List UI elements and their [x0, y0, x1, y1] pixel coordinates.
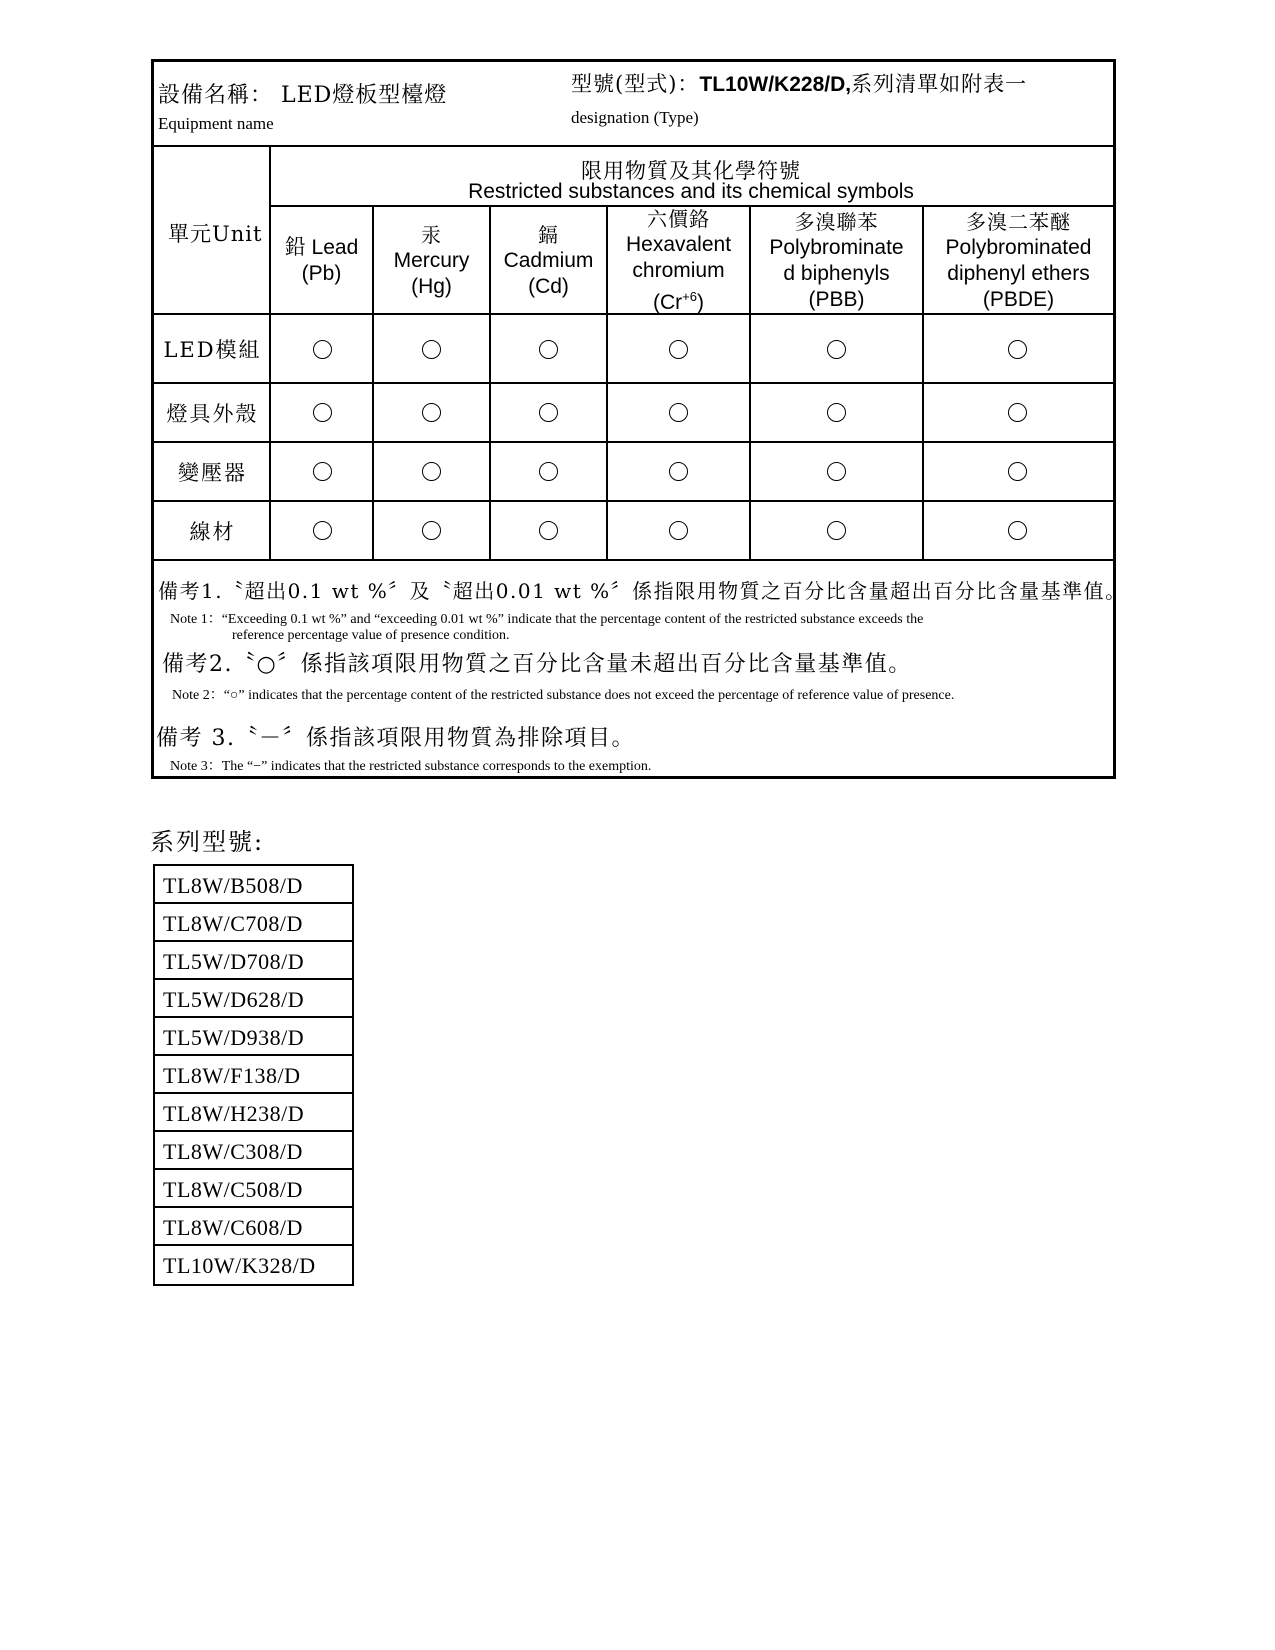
column-name-en: Cadmium [503, 248, 594, 272]
note-1-en-cont: reference percentage value of presence condition. [232, 628, 510, 643]
compliance-mark-icon [539, 462, 558, 481]
column-header-mercury [374, 208, 489, 313]
series-model-row: TL8W/C708/D [155, 904, 352, 942]
compliance-mark-icon [669, 403, 688, 422]
divider [154, 313, 1113, 315]
type-prefix: 型號(型式)： [571, 72, 700, 96]
compliance-mark-icon [1008, 340, 1027, 359]
type-model: TL10W/K228/D, [699, 73, 852, 96]
column-header-lead [271, 208, 372, 313]
compliance-mark-icon [1008, 403, 1027, 422]
compliance-mark-icon [1008, 462, 1027, 481]
compliance-mark-icon [422, 340, 441, 359]
column-name-zh: 汞 [421, 222, 442, 247]
compliance-mark-icon [1008, 521, 1027, 540]
note-2-zh: 備考2.〝○〞係指該項限用物質之百分比含量未超出百分比含量基準值。 [162, 652, 912, 677]
compliance-mark-icon [539, 403, 558, 422]
series-model-row: TL8W/H238/D [155, 1094, 352, 1132]
note-3-zh: 備考 3.〝－〞係指該項限用物質為排除項目。 [156, 726, 635, 751]
column-symbol: (Hg) [411, 274, 452, 298]
row-label-led-module: LED模組 [163, 337, 262, 362]
divider [154, 500, 1113, 502]
column-name-en: Mercury [393, 248, 470, 272]
series-model-list [153, 864, 354, 1286]
compliance-mark-icon [422, 403, 441, 422]
column-name-zh: 六價鉻 [647, 206, 710, 231]
symbol-end: ) [696, 290, 704, 314]
column-name-en: Polybrominate d biphenyls [769, 235, 904, 285]
compliance-mark-icon [422, 462, 441, 481]
series-model-row: TL8W/B508/D [155, 866, 352, 904]
restricted-substances-zh: 限用物質及其化學符號 [581, 159, 801, 183]
series-model-row: TL8W/C608/D [155, 1208, 352, 1246]
row-label-transformer: 變壓器 [178, 460, 247, 485]
column-symbol: (PBB) [808, 287, 865, 311]
series-model-row: TL5W/D708/D [155, 942, 352, 980]
column-symbol: (Pb) [301, 261, 342, 285]
compliance-mark-icon [539, 521, 558, 540]
note-2-en: Note 2：“○” indicates that the percentage content of the restricted substance does not exceed the percentage of reference value of presence. [172, 688, 955, 703]
series-title: 系列型號: [150, 828, 265, 856]
compliance-mark-icon [539, 340, 558, 359]
divider [154, 559, 1113, 561]
column-symbol: (PBDE) [982, 287, 1055, 311]
series-model-row: TL5W/D938/D [155, 1018, 352, 1056]
divider [154, 145, 1113, 147]
type-designation-en: designation (Type) [571, 108, 699, 127]
series-model-row: TL5W/D628/D [155, 980, 352, 1018]
row-label-wire: 線材 [189, 519, 236, 544]
compliance-mark-icon [669, 521, 688, 540]
column-symbol: (Cd) [528, 274, 569, 298]
note-1-zh: 備考1.〝超出0.1 wt %〞及〝超出0.01 wt %〞係指限用物質之百分比含量超出百分比含量基準值。 [158, 579, 1127, 603]
column-header-hexavalent-chromium [608, 208, 749, 313]
compliance-mark-icon [422, 521, 441, 540]
compliance-mark-icon [669, 340, 688, 359]
column-symbol [653, 284, 704, 316]
type-suffix: 系列清單如附表一 [851, 72, 1028, 96]
compliance-mark-icon [313, 521, 332, 540]
compliance-mark-icon [313, 403, 332, 422]
series-model-row: TL8W/C308/D [155, 1132, 352, 1170]
equipment-name-en: Equipment name [158, 114, 274, 133]
compliance-mark-icon [827, 521, 846, 540]
row-label-housing: 燈具外殼 [166, 401, 259, 426]
symbol-main: (Cr [653, 290, 683, 314]
type-designation [571, 68, 1027, 98]
unit-header: 單元Unit [168, 222, 263, 246]
column-name-en: Hexavalent chromium [625, 232, 732, 282]
compliance-mark-icon [827, 403, 846, 422]
compliance-mark-icon [669, 462, 688, 481]
column-header-pbde [924, 208, 1113, 313]
note-1-en: Note 1：“Exceeding 0.1 wt %” and “exceeding 0.01 wt %” indicate that the percentage content of the restricted substance exceeds the [170, 612, 924, 627]
compliance-mark-icon [827, 462, 846, 481]
column-name-zh: 鎘 [538, 222, 559, 247]
note-3-en: Note 3：The “−” indicates that the restricted substance corresponds to the exemption. [170, 759, 652, 774]
column-name-zh: 多溴二苯醚 [966, 209, 1071, 234]
column-header-cadmium [491, 208, 606, 313]
compliance-mark-icon [313, 340, 332, 359]
column-name-en: Polybrominated diphenyl ethers [945, 235, 1092, 285]
compliance-mark-icon [313, 462, 332, 481]
column-header-pbb [751, 208, 922, 313]
divider [154, 441, 1113, 443]
column-name: 鉛 Lead [284, 235, 359, 259]
series-model-row: TL8W/C508/D [155, 1170, 352, 1208]
series-model-row: TL10W/K328/D [163, 1253, 316, 1278]
restricted-substances-en: Restricted substances and its chemical symbols [468, 180, 914, 203]
equipment-name-zh: 設備名稱： LED燈板型檯燈 [158, 83, 448, 108]
compliance-mark-icon [827, 340, 846, 359]
series-model-row: TL8W/F138/D [155, 1056, 352, 1094]
divider [154, 382, 1113, 384]
symbol-superscript: +6 [682, 288, 697, 304]
column-name-zh: 多溴聯苯 [794, 209, 879, 234]
restricted-substances-table [151, 59, 1127, 779]
